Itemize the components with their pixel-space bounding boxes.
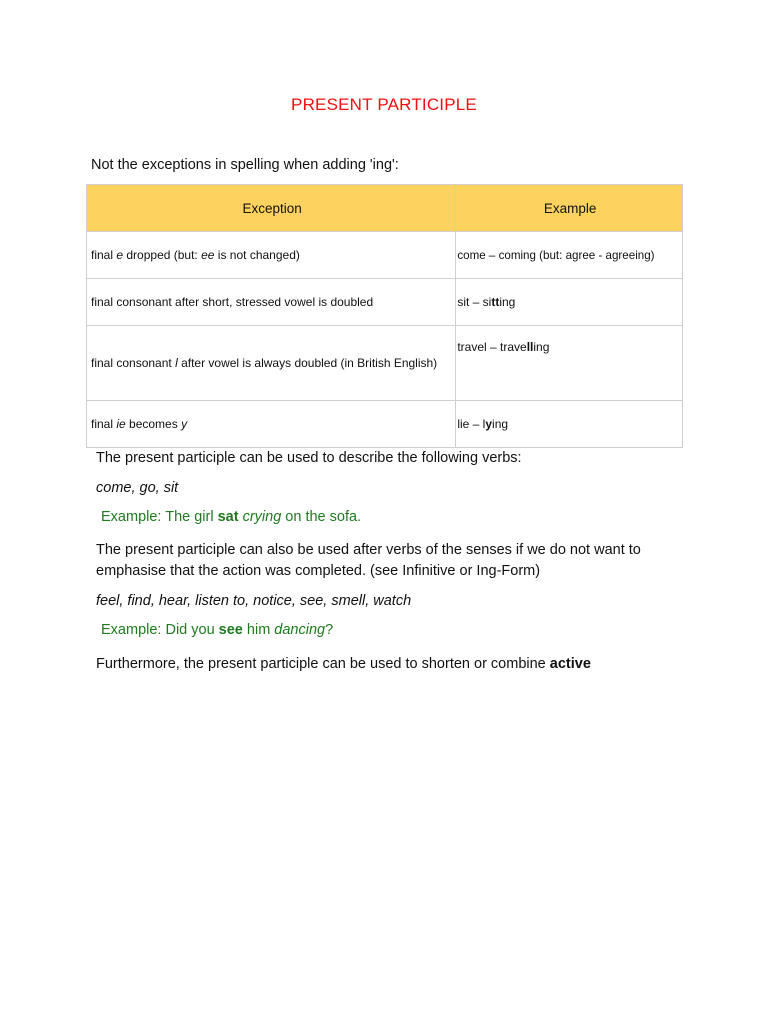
- table-row: [87, 232, 683, 279]
- table-header-row: [87, 185, 683, 232]
- table-row: [87, 401, 683, 448]
- header-exception: Exception: [87, 185, 456, 232]
- paragraph-senses: The present participle can also be used after verbs of the senses if we do not want to emphasise that the action was completed. (see Infinitive or Ing-Form): [96, 542, 641, 579]
- intro-text: Not the exceptions in spelling when adding 'ing':: [91, 157, 399, 173]
- table-row: [87, 279, 683, 326]
- verb-list-movement: come, go, sit: [96, 480, 179, 496]
- example-sentence-sat-crying: Example: The girl sat crying on the sofa.: [101, 509, 362, 525]
- exception-cell: final ie becomes y: [87, 401, 456, 448]
- spelling-exceptions-table: [86, 184, 683, 448]
- paragraph-furthermore: Furthermore, the present participle can be used to shorten or combine active: [96, 656, 591, 672]
- table-row: [87, 326, 683, 401]
- exception-cell: final consonant after short, stressed vowel is doubled: [87, 279, 456, 326]
- exception-cell: final e dropped (but: ee is not changed): [87, 232, 456, 279]
- example-cell: lie – lying: [456, 401, 683, 448]
- example-sentence-see-dancing: Example: Did you see him dancing?: [101, 622, 334, 638]
- example-cell: come – coming (but: agree - agreeing): [456, 232, 683, 279]
- example-cell: travel – travelling: [456, 326, 683, 401]
- page-title: PRESENT PARTICIPLE: [291, 95, 477, 114]
- exception-cell: final consonant l after vowel is always doubled (in British English): [87, 326, 456, 401]
- verb-list-senses: feel, find, hear, listen to, notice, see, smell, watch: [96, 593, 412, 609]
- example-cell: sit – sitting: [456, 279, 683, 326]
- paragraph-describe-verbs: The present participle can be used to describe the following verbs:: [96, 450, 522, 466]
- header-example: Example: [456, 185, 683, 232]
